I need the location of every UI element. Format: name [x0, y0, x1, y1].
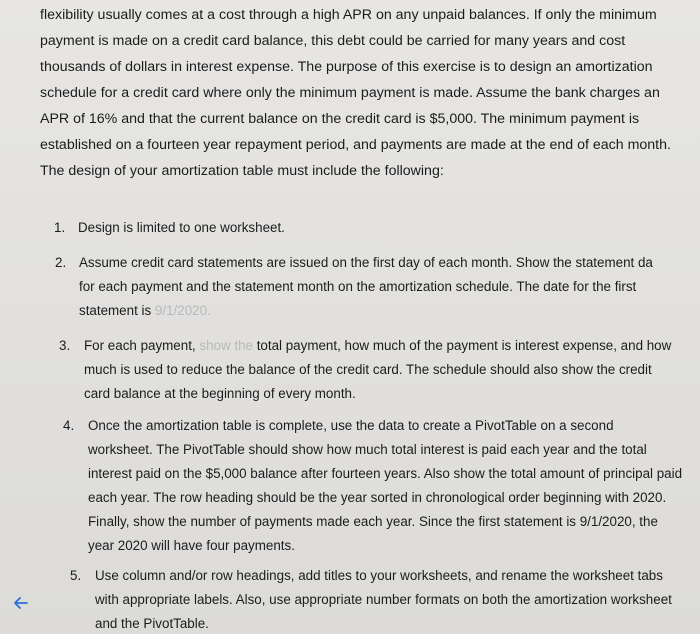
intro-line: APR of 16% and that the current balance on the credit card is $5,000. The minimum payment is [40, 111, 640, 127]
list-item-number: 4. [63, 418, 75, 433]
list-item-text [78, 216, 285, 240]
list-item-line: Once the amortization table is complete, use the data to create a PivotTable on a second [88, 418, 614, 433]
intro-line: thousands of dollars in interest expense. The purpose of this exercise is to design an amortization [40, 59, 653, 75]
intro-line: The design of your amortization table must include the following: [40, 163, 444, 179]
intro-line: established on a fourteen year repayment period, and payments are made at the end of each month. [40, 137, 671, 153]
list-item-line: Use column and/or row headings, add titles to your worksheets, and rename the worksheet tabs [95, 568, 663, 583]
list-item-line: worksheet. The PivotTable should show how much total interest is paid each year and the total [88, 442, 647, 457]
list-item-text [84, 334, 671, 406]
list-item-line: Design is limited to one worksheet. [78, 220, 285, 235]
list-item-text [95, 564, 672, 634]
list-item-line-prefix: For each payment, [84, 338, 200, 353]
list-item-number: 5. [70, 568, 82, 583]
intro-line: flexibility usually comes at a cost through a high APR on any unpaid balances. If only the minimum [40, 7, 657, 23]
list-item-line-faded: show the [199, 338, 253, 353]
list-item-number: 2. [55, 255, 67, 270]
list-item-line-suffix: total payment, how much of the payment is interest expense, and how [252, 338, 672, 353]
back-arrow-icon[interactable] [10, 594, 32, 616]
intro-line: payment is made on a credit card balance, this debt could be carried for many years and cost [40, 33, 626, 49]
back-arrow-icon-graphic [12, 594, 30, 612]
list-item-line-faded: 9/1/2020. [154, 303, 211, 318]
list-item-line [84, 334, 671, 358]
list-item-line: for each payment and the statement month on the amortization schedule. The date for the first [79, 279, 637, 294]
list-item-text [79, 251, 653, 323]
list-item-line: and the PivotTable. [95, 616, 209, 631]
list-item-line-prefix: statement is [79, 303, 155, 318]
intro-paragraph [40, 2, 700, 184]
list-item-line: card balance at the beginning of every month. [84, 386, 356, 401]
list-item-number: 3. [59, 338, 71, 353]
list-item-line: Finally, show the number of payments made each year. Since the first statement is 9/1/2020, the [88, 514, 658, 529]
list-item-line: interest paid on the $5,000 balance after fourteen years. Also show the total amount of principal paid [88, 466, 683, 481]
list-item-number: 1. [54, 220, 66, 235]
list-item-line: Assume credit card statements are issued on the first day of each month. Show the statement da [79, 255, 653, 270]
intro-line: schedule for a credit card where only the minimum payment is made. Assume the bank charges an [40, 85, 660, 101]
list-item-line: much is used to reduce the balance of the credit card. The schedule should also show the credit [84, 362, 652, 377]
list-item-line: year 2020 will have four payments. [88, 538, 295, 553]
list-item-line [79, 299, 653, 323]
list-item-line: with appropriate labels. Also, use appropriate number formats on both the amortization worksheet [95, 592, 672, 607]
list-item-text [88, 414, 682, 558]
list-item-line: each year. The row heading should be the year sorted in chronological order beginning with 2020. [88, 490, 667, 505]
